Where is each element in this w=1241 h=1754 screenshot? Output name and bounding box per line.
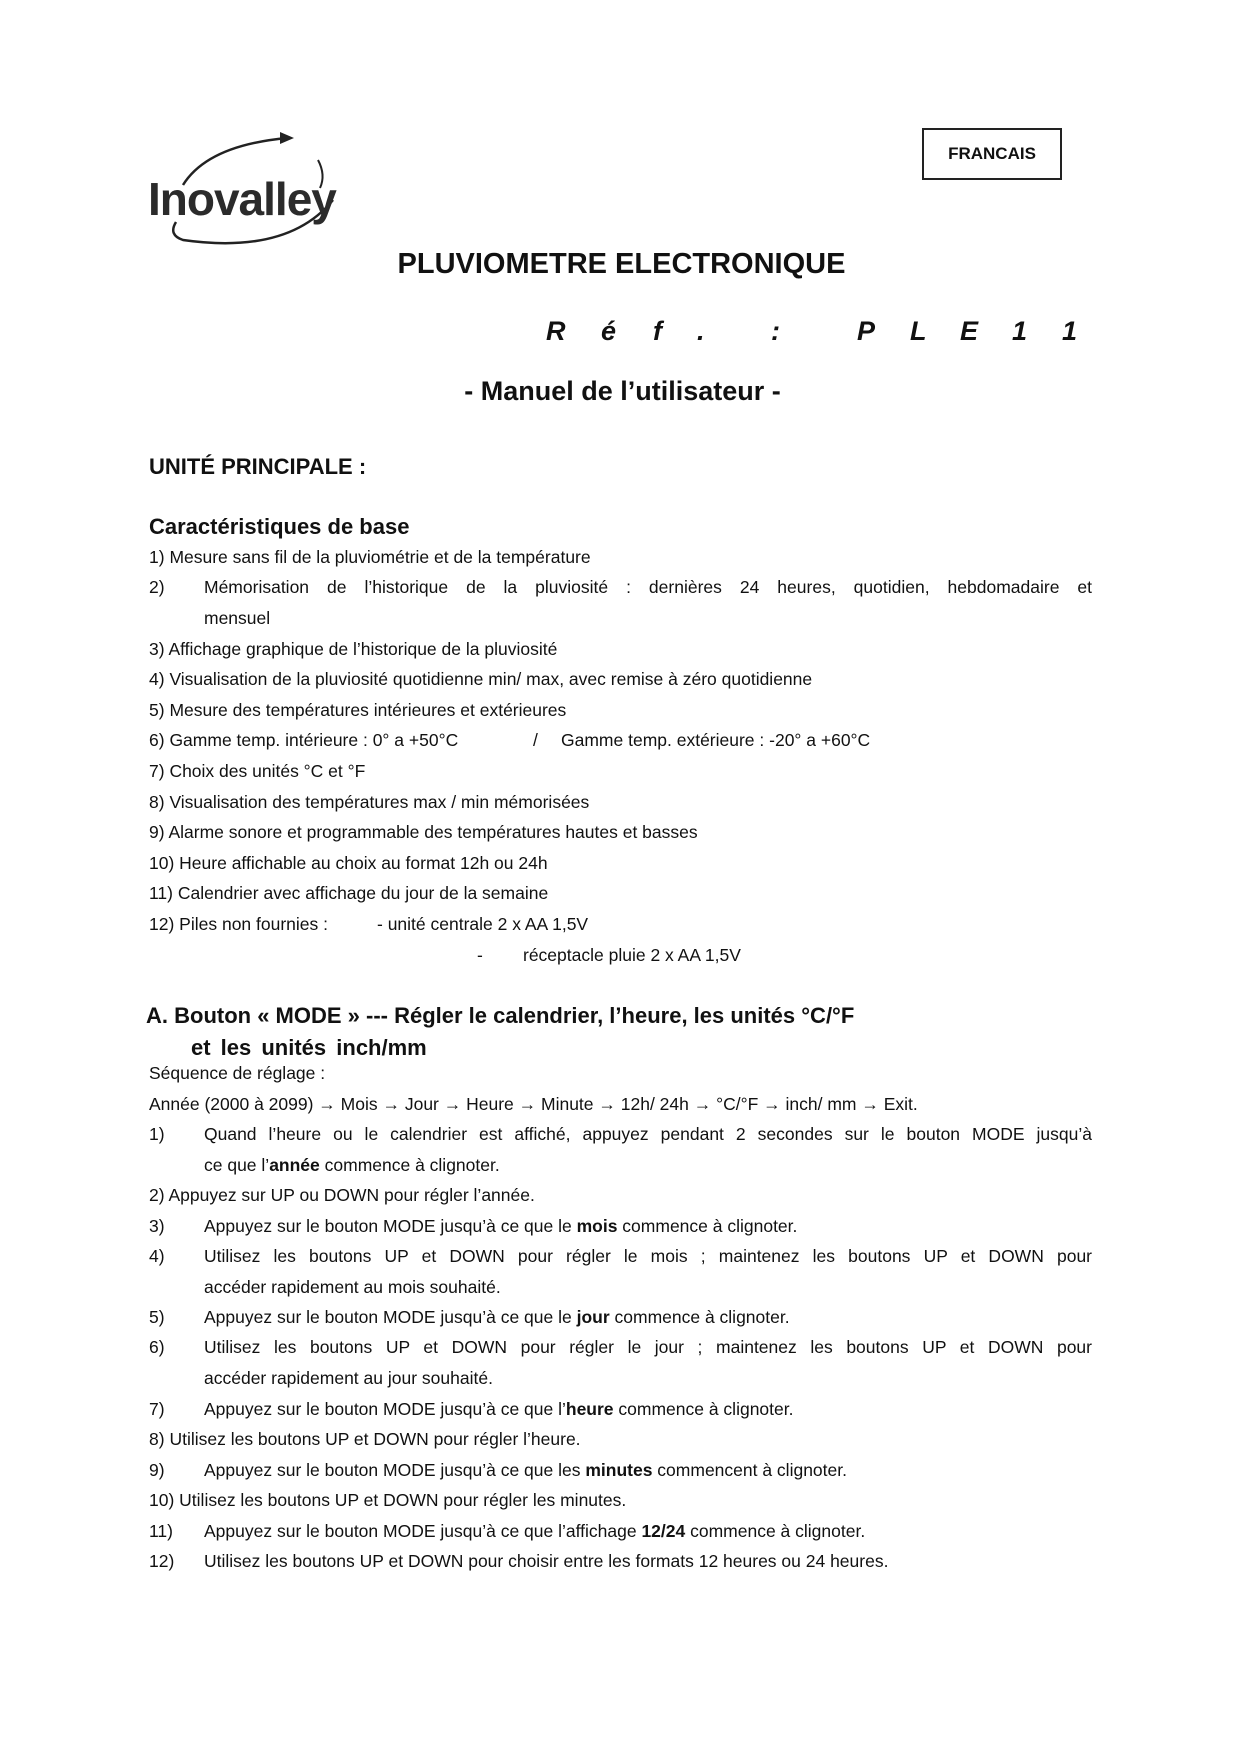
step-keyword: 12/24	[641, 1521, 686, 1541]
step-keyword: année	[269, 1155, 320, 1175]
step-text	[204, 1215, 797, 1237]
item-text: Piles non fournies :	[179, 914, 329, 934]
step-text-continuation: accéder rapidement au mois souhaité.	[204, 1277, 501, 1297]
step-text-part: Appuyez sur le bouton MODE jusqu’à ce que le	[204, 1307, 577, 1327]
item-text: Alarme sonore et programmable des températures hautes et basses	[168, 822, 698, 842]
item-number: 4)	[149, 669, 165, 689]
step-item	[149, 1428, 581, 1450]
step-keyword: minutes	[585, 1460, 653, 1480]
list-item	[149, 791, 589, 813]
ref-char: L	[910, 316, 927, 346]
step-number: 2)	[149, 1185, 165, 1205]
step-text-part: Appuyez sur le bouton MODE jusqu’à ce que le	[204, 1216, 577, 1236]
item-number: 1)	[149, 547, 165, 567]
item-text: Visualisation de la pluviosité quotidienne min/ max, avec remise à zéro quotidienne	[169, 669, 813, 689]
step-text: Appuyez sur UP ou DOWN pour régler l’année.	[168, 1185, 535, 1205]
list-item	[149, 668, 812, 690]
item-text: Affichage graphique de l’historique de la pluviosité	[168, 639, 558, 659]
item-text: Mesure sans fil de la pluviométrie et de la température	[169, 547, 591, 567]
step-text	[204, 1306, 790, 1328]
item-text: Heure affichable au choix au format 12h ou 24h	[179, 853, 548, 873]
step-text: Utilisez les boutons UP et DOWN pour régler le jour ; maintenez les boutons UP et DOWN pour	[204, 1337, 1092, 1357]
ref-char: 1	[1012, 316, 1028, 346]
step-text-part: commence à clignoter.	[319, 1155, 500, 1175]
item-number: 7)	[149, 761, 165, 781]
section-subheading: Caractéristiques de base	[149, 514, 410, 539]
step-text-part: Appuyez sur le bouton MODE jusqu’à ce que l’affichage	[204, 1521, 642, 1541]
logo-text: Inovalley	[148, 173, 336, 225]
step-number: 7)	[149, 1399, 165, 1419]
step-text: Utilisez les boutons UP et DOWN pour régler le mois ; maintenez les boutons UP et DOWN pour	[204, 1246, 1092, 1266]
ref-char: P	[857, 316, 876, 346]
step-text: Quand l’heure ou le calendrier est affiché, appuyez pendant 2 secondes sur le bouton MODE jusqu’à	[204, 1124, 1092, 1144]
item-text: Calendrier avec affichage du jour de la semaine	[177, 883, 549, 903]
step-text-part: commencent à clignoter.	[652, 1460, 847, 1480]
item-text: - unité centrale 2 x AA 1,5V	[377, 914, 589, 934]
step-number: 5)	[149, 1307, 165, 1327]
step-text-part: commence à clignoter.	[613, 1399, 794, 1419]
step-number: 11)	[149, 1521, 173, 1541]
item-text-continuation: réceptacle pluie 2 x AA 1,5V	[523, 945, 741, 965]
step-number: 6)	[149, 1337, 165, 1357]
list-item	[149, 729, 458, 751]
ref-char: 1	[1062, 316, 1078, 346]
step-text-continuation	[204, 1154, 500, 1176]
step-text	[204, 1459, 847, 1481]
inovalley-logo	[148, 130, 368, 255]
item-text: Gamme temp. intérieure : 0° a +50°C	[169, 730, 459, 750]
item-number: 9)	[149, 822, 165, 842]
section-a-heading: A. Bouton « MODE » --- Régler le calendrier, l’heure, les unités °C/°F	[146, 1003, 855, 1028]
step-number: 10)	[149, 1490, 175, 1510]
step-text-part: commence à clignoter.	[609, 1307, 790, 1327]
step-keyword: mois	[576, 1216, 618, 1236]
dash-text: -	[477, 945, 483, 965]
step-number: 4)	[149, 1246, 165, 1266]
step-item	[149, 1489, 626, 1511]
item-number: 6)	[149, 730, 165, 750]
section-a-heading-cont: et les unités inch/mm	[191, 1035, 427, 1060]
list-item	[149, 638, 557, 660]
step-number: 3)	[149, 1216, 165, 1236]
step-text-part: commence à clignoter.	[685, 1521, 866, 1541]
step-text: Utilisez les boutons UP et DOWN pour régler les minutes.	[179, 1490, 627, 1510]
item-number: 12)	[149, 914, 175, 934]
item-number: 2)	[149, 577, 165, 597]
item-number: 8)	[149, 792, 165, 812]
step-number: 1)	[149, 1124, 165, 1144]
list-item	[149, 852, 548, 874]
list-item	[149, 546, 591, 568]
step-number: 9)	[149, 1460, 165, 1480]
ref-char: R	[546, 316, 566, 346]
item-text: Visualisation des températures max / min mémorisées	[169, 792, 590, 812]
item-number: 11)	[149, 883, 173, 903]
subtitle	[0, 376, 1241, 407]
subtitle-text: - Manuel de l’utilisateur -	[464, 376, 781, 406]
item-text-continuation: mensuel	[204, 608, 271, 628]
step-number: 12)	[149, 1551, 175, 1571]
item-number: 10)	[149, 853, 175, 873]
step-text: Utilisez les boutons UP et DOWN pour régler l’heure.	[169, 1429, 581, 1449]
step-text	[204, 1520, 865, 1542]
language-label	[922, 128, 1062, 180]
ref-char: .	[697, 316, 705, 346]
ref-char: E	[960, 316, 979, 346]
list-item: Mémorisation de l’historique de la pluviosité : dernières 24 heures, quotidien, hebdomadaire et	[204, 577, 1092, 597]
sequence-text: Année (2000 à 2099) → Mois → Jour → Heure → Minute → 12h/ 24h → °C/°F → inch/ mm → Exit.	[149, 1094, 918, 1114]
language-text: FRANCAIS	[948, 144, 1036, 163]
step-text-part: Appuyez sur le bouton MODE jusqu’à ce que l’	[204, 1399, 566, 1419]
separator-text: /	[533, 730, 538, 750]
step-text: Utilisez les boutons UP et DOWN pour choisir entre les formats 12 heures ou 24 heures.	[204, 1551, 889, 1571]
item-number: 3)	[149, 639, 165, 659]
ref-char: f	[653, 316, 662, 346]
page-title	[0, 248, 1241, 281]
item-text: Mesure des températures intérieures et extérieures	[169, 700, 567, 720]
list-item	[149, 821, 698, 843]
section-heading: UNITÉ PRINCIPALE :	[149, 454, 367, 479]
ref-char: :	[771, 316, 780, 346]
step-keyword: jour	[576, 1307, 610, 1327]
item-number: 5)	[149, 700, 165, 720]
item-text: Choix des unités °C et °F	[169, 761, 366, 781]
step-text-part: Appuyez sur le bouton MODE jusqu’à ce que les	[204, 1460, 586, 1480]
list-item	[149, 760, 365, 782]
step-text-continuation: accéder rapidement au jour souhaité.	[204, 1368, 493, 1388]
step-text	[204, 1398, 793, 1420]
title-text: PLUVIOMETRE ELECTRONIQUE	[397, 248, 846, 280]
step-item	[149, 1184, 535, 1206]
step-text-part: commence à clignoter.	[617, 1216, 798, 1236]
item-text: Gamme temp. extérieure : -20° a +60°C	[561, 730, 871, 750]
ref-char: é	[601, 316, 617, 346]
list-item	[149, 699, 566, 721]
list-item	[149, 882, 548, 904]
sequence-label: Séquence de réglage :	[149, 1063, 326, 1083]
step-number: 8)	[149, 1429, 165, 1449]
list-item	[149, 913, 328, 935]
step-text-part: ce que l’	[204, 1155, 270, 1175]
step-keyword: heure	[565, 1399, 614, 1419]
